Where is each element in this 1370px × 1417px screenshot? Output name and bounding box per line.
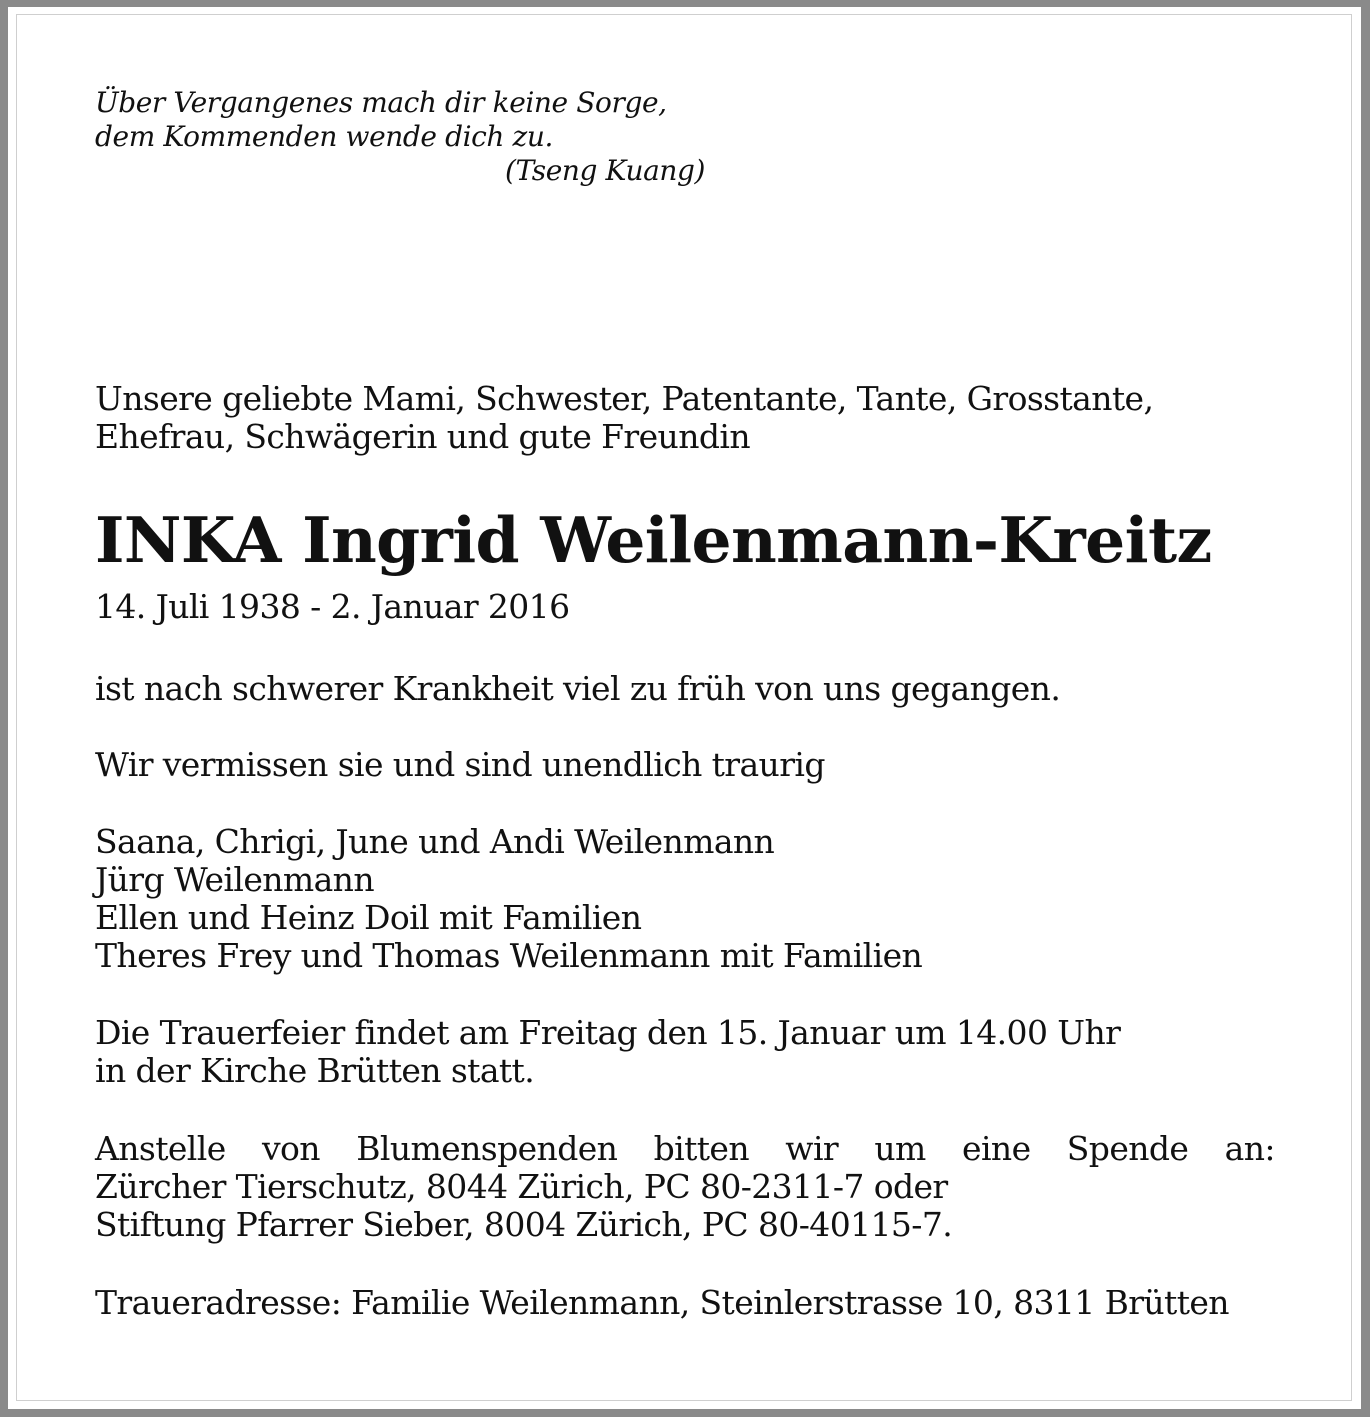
mourning-line: Wir vermissen sie und sind unendlich traurig <box>95 745 825 784</box>
ceremony-line-1: Die Trauerfeier findet am Freitag den 15. Januar um 14.00 Uhr <box>95 1013 1121 1052</box>
intro-line-2: Ehefrau, Schwägerin und gute Freundin <box>95 417 750 456</box>
passing-line: ist nach schwerer Krankheit viel zu früh von uns gegangen. <box>95 669 1061 708</box>
mourning-address <box>95 1284 1275 1322</box>
quote-line-2: dem Kommenden wende dich zu. <box>95 120 554 153</box>
opening-quote <box>95 86 735 188</box>
donation-line-2: Zürcher Tierschutz, 8044 Zürich, PC 80-2311-7 oder <box>95 1167 948 1206</box>
donation-word: von <box>261 1129 320 1168</box>
donation-word: Blumenspenden <box>356 1129 618 1168</box>
mourner-line: Ellen und Heinz Doil mit Familien <box>95 898 642 937</box>
donation-word: Anstelle <box>95 1129 226 1168</box>
donation-word: bitten <box>653 1129 749 1168</box>
ceremony-info <box>95 1014 1275 1090</box>
intro-text <box>95 380 1275 456</box>
donation-word: wir <box>785 1129 839 1168</box>
ceremony-line-2: in der Kirche Brütten statt. <box>95 1051 535 1090</box>
donation-word: Spende <box>1066 1129 1189 1168</box>
mourner-line: Theres Frey und Thomas Weilenmann mit Familien <box>95 936 923 975</box>
mourners-list <box>95 823 1275 975</box>
deceased-name: INKA Ingrid Weilenmann-Kreitz <box>95 503 1212 577</box>
intro-line-1: Unsere geliebte Mami, Schwester, Patentante, Tante, Grosstante, <box>95 379 1154 418</box>
mourning-statement <box>95 746 1275 784</box>
life-dates: 14. Juli 1938 - 2. Januar 2016 <box>95 587 570 626</box>
mourner-line: Saana, Chrigi, June und Andi Weilenmann <box>95 822 775 861</box>
quote-line-1: Über Vergangenes mach dir keine Sorge, <box>95 86 667 119</box>
donation-word: eine <box>962 1129 1031 1168</box>
donation-word: an: <box>1224 1129 1275 1168</box>
quote-author: (Tseng Kuang) <box>505 154 706 187</box>
donation-intro-line <box>95 1130 1275 1168</box>
mourner-line: Jürg Weilenmann <box>95 860 374 899</box>
passing-statement <box>95 670 1275 708</box>
donation-info <box>95 1130 1275 1244</box>
donation-word: um <box>874 1129 926 1168</box>
address-line: Traueradresse: Familie Weilenmann, Steinlerstrasse 10, 8311 Brütten <box>95 1283 1229 1322</box>
donation-line-3: Stiftung Pfarrer Sieber, 8004 Zürich, PC 80-40115-7. <box>95 1205 953 1244</box>
